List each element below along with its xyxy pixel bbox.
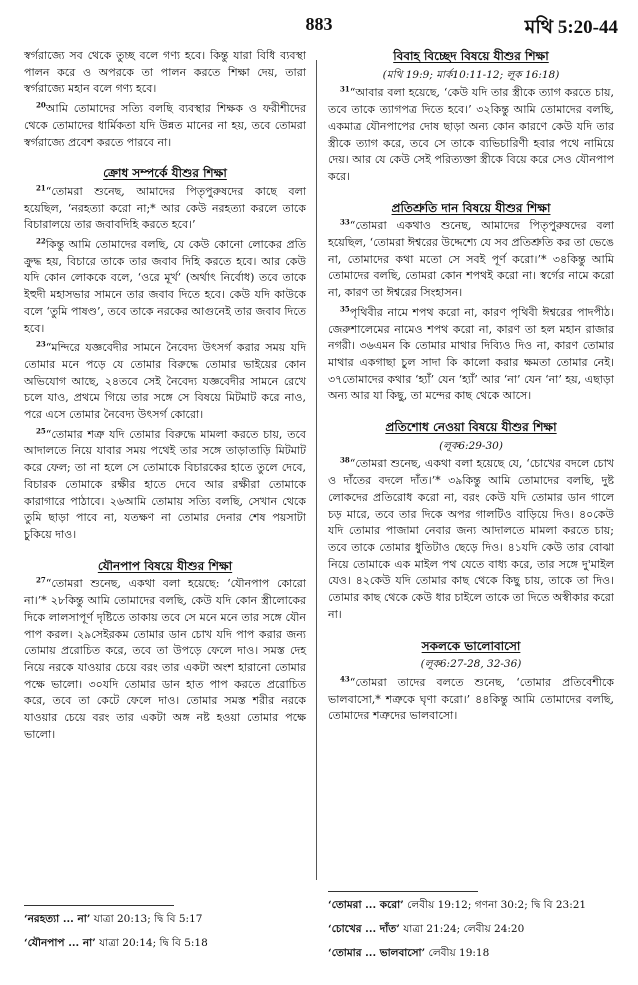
footnote xyxy=(328,946,489,961)
verse-paragraph xyxy=(24,184,306,234)
footnote-refs: যাত্রা 21:24; লেবীয় 24:20 xyxy=(399,923,525,935)
verse-number: 21 xyxy=(36,183,46,193)
verse-paragraph xyxy=(328,456,614,623)
footnote-refs: লেবীয় 19:18 xyxy=(425,947,490,959)
verse-text: “তোমার শত্রু যদি তোমার বিরুদ্ধে মামলা করতে চায়, তবে আদালতে নিয়ে যাবার সময় পথেই তার সঙ্গে তাড়াতাড়ি মিটমাট করে ফেল; তা না হলে সে তোমাকে বিচারকের হাতে তুলে দেবে, বিচারক তোমাকে রক্ষীর হাতে দেবে আর রক্ষীরা তোমাকে কারাগারে পাঠাবে। ২৬আমি তোমায় সত্যি বলছি, সেখান থেকে তুমি ছাড়া পাবে না, যতক্ষণ না তোমার দেনার শেষ পয়সাটা চুকিয়ে দাও। xyxy=(24,427,306,541)
footnote xyxy=(24,936,208,951)
verse-paragraph xyxy=(24,48,306,98)
verse-number: 31 xyxy=(340,84,350,94)
verse-number: 27 xyxy=(36,575,46,585)
section-heading: যৌনপাপ বিষয়ে যীশুর শিক্ষা xyxy=(97,558,233,573)
verse-text: “তোমরা একথাও শুনেছ, আমাদের পিতৃপুরুষদের বলা হয়েছিল, ‘তোমরা ঈশ্বরের উদ্দেশ্যে যে সব প্রতিশ্রুতি কর তা ভেঙে না, তোমাদের কথা মতো সে সবই পূর্ণ করো।’* ৩৪কিন্তু আমি তোমাদের বলছি, তোমরা কোন শপথই করো না। স্বর্গের নামে করো না, কারণ তা ঈশ্বরের সিংহাসন। xyxy=(328,219,614,300)
verse-paragraph xyxy=(24,237,306,337)
footnote-key: ‘নরহত্যা ... না’ xyxy=(24,913,91,925)
parallel-reference: (মথি 19:9; মার্ক10:11-12; লূক 16:18) xyxy=(382,68,560,81)
footnote-refs: যাত্রা 20:13; দ্বি বি 5:17 xyxy=(90,913,203,925)
verse-text: “মন্দিরে যজ্ঞবেদীর সামনে নৈবেদ্য উৎসর্গ করার সময় যদি তোমার মনে পড়ে যে তোমার বিরুদ্ধে তোমার ভাইয়ের কোন অভিযোগ আছে, ২৪তবে সেই নৈবেদ্য যজ্ঞবেদীর সামনে রেখে চলে যাও, প্রথমে গিয়ে তার সঙ্গে সে বিষয়ে মিটমাট করে নাও, পরে এসে তোমার নৈবেদ্য উৎসর্গ কোরো। xyxy=(24,341,306,422)
verse-text: স্বর্গরাজ্যে সব থেকে তুচ্ছ বলে গণ্য হবে। কিন্তু যারা বিধি ব্যবস্থা পালন করে ও অপরকে তা পালন করতে শিক্ষা দেয়, তারা স্বর্গরাজ্যে মহান বলে গণ্য হবে। xyxy=(24,49,306,96)
verse-paragraph xyxy=(24,427,306,544)
verse-number: 35 xyxy=(340,304,350,314)
verse-number: 43 xyxy=(340,674,350,684)
footnote-key: ‘চোখের ... দাঁত’ xyxy=(328,923,400,935)
footnote-key: ‘যৌনপাপ ... না’ xyxy=(24,937,96,949)
verse-number: 33 xyxy=(340,217,350,227)
page-number: 883 xyxy=(305,14,333,34)
parallel-reference: (লূক6:29-30) xyxy=(439,439,503,452)
footnote-refs: যাত্রা 20:14; দ্বি বি 5:18 xyxy=(95,937,208,949)
running-head: মথি 5:20-44 xyxy=(524,17,618,38)
verse-number: 38 xyxy=(340,455,350,465)
section-heading: প্রতিশ্রুতি দান বিষয়ে যীশুর শিক্ষা xyxy=(391,200,551,215)
verse-paragraph xyxy=(24,340,306,424)
verse-paragraph xyxy=(328,305,614,405)
section-heading: প্রতিশোধ নেওয়া বিষয়ে যীশুর শিক্ষা xyxy=(385,420,557,435)
verse-paragraph xyxy=(24,101,306,151)
section-heading: ক্রোধ সম্পর্কে যীশুর শিক্ষা xyxy=(103,166,227,181)
verse-text: “তোমরা শুনেছ, একথা বলা হয়েছে যে, ‘চোখের বদলে চোখ ও দাঁতের বদলে দাঁত।’* ৩৯কিন্তু আমি তোমাদের বলছি, দুষ্ট লোকদের প্রতিরোধ করো না, বরং কেউ যদি তোমার ডান গালে চড় মারে, তবে তার দিকে অপর গালটিও বাড়িয়ে দিও। ৪০কেউ যদি তোমার পাজামা নেবার জন্য আদালতে মামলা করতে চায়; তবে তাকে তোমার ধুতিটাও ছেড়ে দিও। ৪১যদি কেউ তার বোঝা নিয়ে তোমাকে এক মাইল পথ যেতে বাধ্য করে, তার সঙ্গে দু'মাইল যেও। ৪২কেউ যদি তোমার কাছ থেকে কিছু চায়, তাকে তা দিও। তোমার কাছ থেকে কেউ ধার চাইলে তাকে তা দিতে অস্বীকার করো না। xyxy=(328,457,614,621)
verse-text: পৃথিবীর নামে শপথ করো না, কারণ পৃথিবী ঈশ্বরের পাদপীঠ। জেরুশালেমের নামেও শপথ করো না, কারণ তা হল মহান রাজার নগরী। ৩৬এমন কি তোমার মাথার দিব্যিও দিও না, কারণ তোমার মাথার একগাছা চুল সাদা কি কালো করার ক্ষমতা তোমার নেই। ৩৭তোমাদের কথার ‘হ্যাঁ’ যেন ‘হ্যাঁ’ আর ‘না’ যেন ‘না’ হয়, এছাড়া অন্য আর যা কিছু, তা মন্দের কাছ থেকে আসে। xyxy=(328,305,614,403)
verse-number: 25 xyxy=(36,426,46,436)
verse-paragraph xyxy=(24,576,306,743)
verse-text: “তোমরা শুনেছ, একথা বলা হয়েছে: ‘যৌনপাপ কোরো না।’* ২৮কিন্তু আমি তোমাদের বলছি, কেউ যদি কোন স্ত্রীলোকের দিকে লালসাপূর্ণ দৃষ্টিতে তাকায় তবে সে মনে মনে তার সঙ্গে যৌন পাপ করল। ২৯সেইরকম তোমার ডান চোখ যদি পাপ করার জন্য তোমায় প্ররোচিত করে, তবে তা উপড়ে ফেলে দাও। সমস্ত দেহ নিয়ে নরকে যাওয়ার চেয়ে বরং তার একটা অংশ হারানো তোমার পক্ষে ভালো। ৩০যদি তোমার ডান হাত পাপ করতে প্ররোচিত করে, তবে তা কেটে ফেলে দাও। তোমার সমস্ত শরীর নরকে যাওয়ার চেয়ে বরং তার একটা অঙ্গ নষ্ট হওয়া তোমার পক্ষে ভালো। xyxy=(24,577,306,741)
verse-text: আমি তোমাদের সত্যি বলছি ব্যবস্থার শিক্ষক ও ফরীশীদের থেকে তোমাদের ধার্মিকতা যদি উন্নত মানের না হয়, তবে তোমরা স্বর্গরাজ্যে প্রবেশ করতে পারবে না। xyxy=(24,102,306,149)
section-heading: বিবাহ বিচ্ছেদ বিষয়ে যীশুর শিক্ষা xyxy=(393,49,549,63)
verse-paragraph xyxy=(328,675,614,725)
footnote-key: ‘তোমার ... ভালবাসো’ xyxy=(328,947,426,959)
verse-text: কিন্তু আমি তোমাদের বলছি, যে কেউ কোনো লোকের প্রতি ক্রুদ্ধ হয়, বিচারে তাকে তার জবাব দিহি করতে হবে। আর কেউ যদি কোন লোককে বলে, ‘ওরে মূর্খ’ (অর্থাৎ নির্বোধ) তবে তাকে ইহুদী মহাসভার সামনে তার জবাব দিতে হবে। কেউ যদি কাউকে বলে ‘তুমি পাষণ্ড’, তবে তাকে নরকের আগুনেই তার জবাব দিতে হবে। xyxy=(24,238,306,335)
page-header xyxy=(0,10,638,44)
footnote-key: ‘তোমরা ... করো’ xyxy=(328,899,404,911)
section-heading: সকলকে ভালোবাসো xyxy=(421,638,521,653)
left-column xyxy=(24,48,306,746)
verse-number: 22 xyxy=(36,236,46,246)
footnote-rule-left xyxy=(24,905,174,906)
verse-paragraph xyxy=(328,85,614,185)
footnote xyxy=(24,912,202,927)
footnote-refs: লেবীয় 19:12; গণনা 30:2; দ্বি বি 23:21 xyxy=(403,899,587,911)
footnote-rule-right xyxy=(328,891,478,892)
verse-text: “তোমরা শুনেছ, আমাদের পিতৃপুরুষদের কাছে বলা হয়েছিল, ‘নরহত্যা করো না;* আর কেউ নরহত্যা করলে তাকে বিচারালয়ে তার জবাবদিহি করতে হবে।’ xyxy=(24,184,306,232)
verse-number: 23 xyxy=(36,339,46,349)
right-column xyxy=(328,48,614,728)
footnote xyxy=(328,898,586,913)
verse-paragraph xyxy=(328,218,614,302)
footnote xyxy=(328,922,524,937)
verse-number: 20 xyxy=(36,100,46,110)
column-divider xyxy=(316,60,317,880)
parallel-reference: (লূক6:27-28, 32-36) xyxy=(420,658,522,671)
verse-text: “আবার বলা হয়েছে, ‘কেউ যদি তার স্ত্রীকে ত্যাগ করতে চায়, তবে তাকে ত্যাগপত্র দিতে হবে।’ ৩২কিন্তু আমি তোমাদের বলছি, একমাত্র যৌনপাপের দোষ ছাড়া অন্য কোন কারণে কেউ যদি তার স্ত্রীকে ত্যাগ করে, তবে সে তাকে ব্যভিচারিণী হবার পথে নামিয়ে দেয়। আর যে কেউ সেই পরিত্যক্তা স্ত্রীকে বিয়ে করে সেও যৌনপাপ করে। xyxy=(328,86,614,183)
verse-text: “তোমরা তাদের বলতে শুনেছ, ‘তোমার প্রতিবেশীকে ভালবাসো,* শত্রুকে ঘৃণা করো।’ ৪৪কিন্তু আমি তোমাদের বলছি, তোমাদের শত্রুদের ভালবাসো। xyxy=(328,675,614,723)
